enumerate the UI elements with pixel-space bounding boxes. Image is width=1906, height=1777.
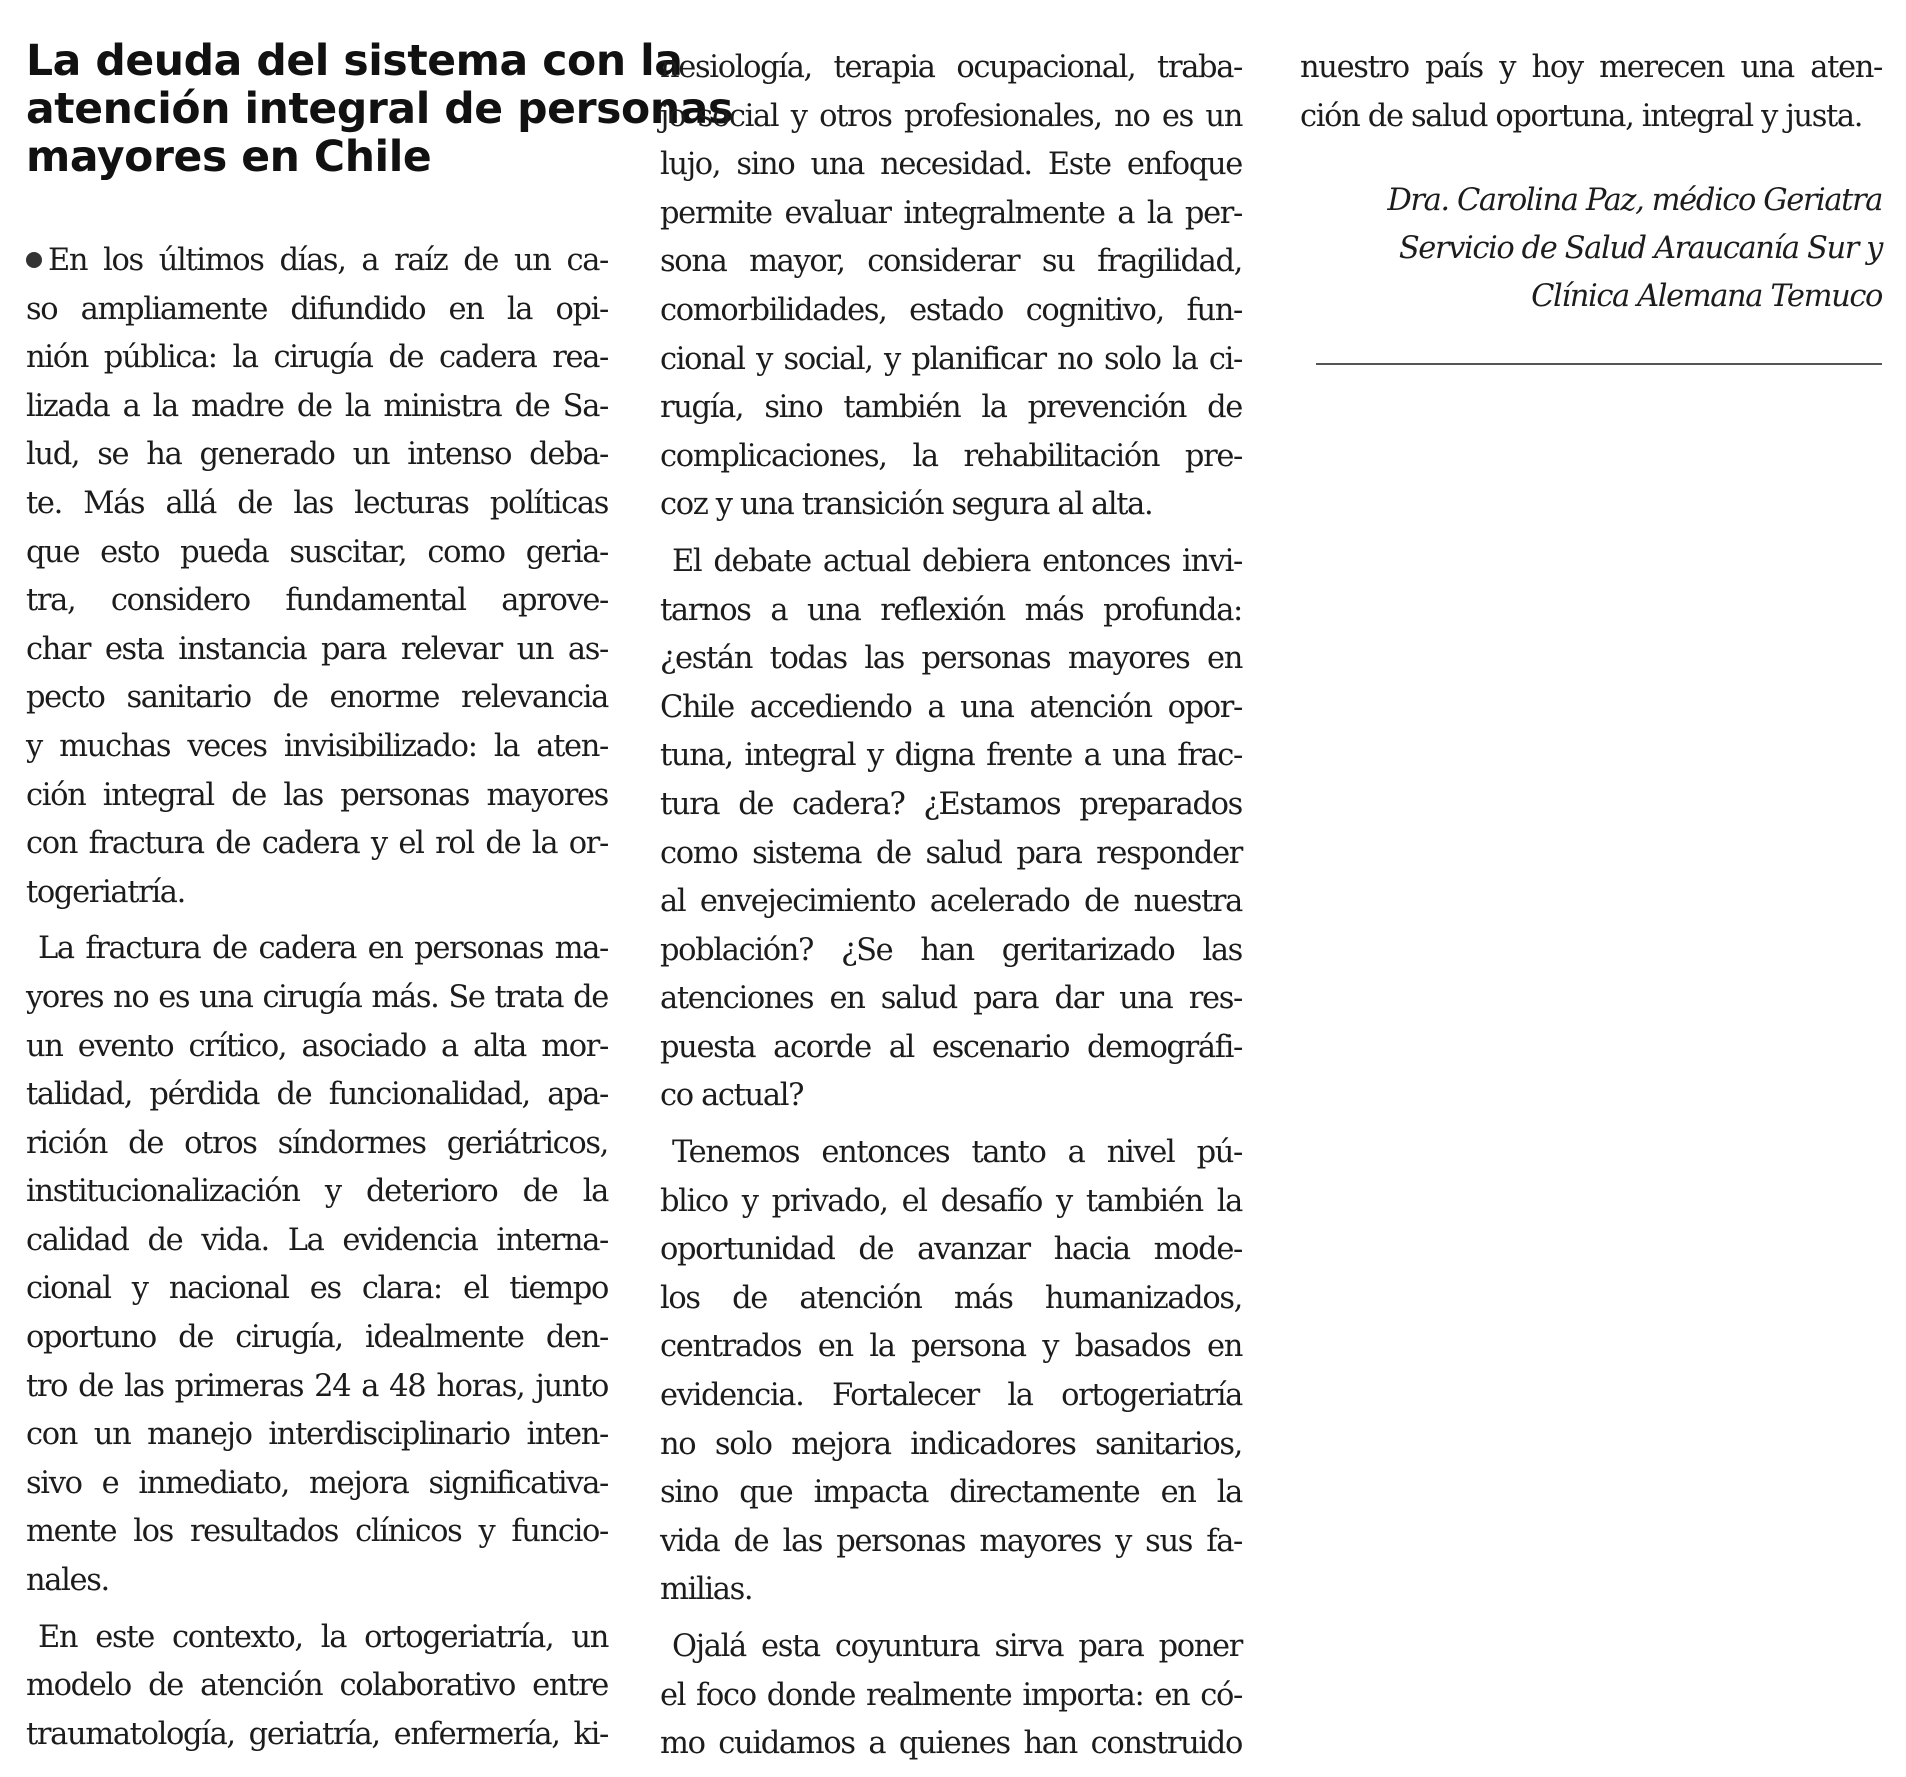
text-line: que esto pueda suscitar, como geria- [26,534,608,570]
text-line: lizada a la madre de la ministra de Sa- [26,388,608,424]
text-line: sivo e inmediato, mejora significativa- [26,1465,608,1501]
text-line: modelo de atención colaborativo entre [26,1668,608,1704]
text-line: tarnos a una reflexión más profunda: [660,592,1242,628]
text-line: nales. [26,1563,109,1599]
text-line: Chile accediendo a una atención opor- [660,689,1242,725]
divider [1316,363,1882,365]
headline-line: atención integral de personas [26,85,733,134]
author-affiliation: Clínica Alemana Temuco [1531,279,1882,315]
text-line: jo social y otros profesionales, no es un [660,98,1242,134]
author-affiliation: Servicio de Salud Araucanía Sur y [1398,231,1882,267]
text-line: puesta acorde al escenario demográfi- [660,1029,1242,1065]
text-line: milias. [660,1572,753,1608]
paragraph-2 [26,925,608,1605]
text-line [26,237,608,286]
text-line: nión pública: la cirugía de cadera rea- [26,340,608,376]
column-2 [660,44,1242,1777]
text-line: rugía, sino también la prevención de [660,390,1242,426]
text-line: los de atención más humanizados, [660,1280,1242,1316]
text-line: un evento crítico, asociado a alta mor- [26,1028,608,1064]
text-line: blico y privado, el desafío y también la [660,1183,1242,1219]
text-line: tuna, integral y digna frente a una frac- [660,738,1242,774]
text-line: so ampliamente difundido en la opi- [26,291,608,327]
paragraph-6 [660,1129,1242,1615]
text-line: talidad, pérdida de funcionalidad, apa- [26,1077,608,1113]
paragraph-3 [26,1614,608,1760]
text-line: ción integral de las personas mayores [26,777,608,813]
paragraph-7 [660,1623,1242,1769]
text-line: población? ¿Se han geritarizado las [660,932,1242,968]
text-line: La fractura de cadera en personas ma- [38,931,608,967]
author-signature [1300,177,1882,321]
text-line: y muchas veces invisibilizado: la aten- [26,728,608,764]
text-line: no solo mejora indicadores sanitarios, [660,1426,1242,1462]
text-line: lujo, sino una necesidad. Este enfoque [660,147,1242,183]
text-line: al envejecimiento acelerado de nuestra [660,884,1242,920]
text-line: togeriatría. [26,874,185,910]
text-line: tura de cadera? ¿Estamos preparados [660,786,1242,822]
text-line: permite evaluar integralmente a la per- [660,195,1242,231]
paragraph-5 [660,538,1242,1121]
headline-line: La deuda del sistema con la [26,37,683,86]
author-name: Dra. Carolina Paz, médico Geriatra [1387,183,1882,219]
text-line: atenciones en salud para dar una res- [660,981,1242,1017]
text-line-content: En los últimos días, a raíz de un ca- [48,243,608,278]
text-line: mente los resultados clínicos y funcio- [26,1514,608,1550]
text-line: el foco donde realmente importa: en có- [660,1677,1242,1713]
text-line: con un manejo interdisciplinario inten- [26,1417,608,1453]
text-line: vida de las personas mayores y sus fa- [660,1523,1242,1559]
text-line: pecto sanitario de enorme relevancia [26,680,608,716]
text-line: con fractura de cadera y el rol de la or- [26,826,608,862]
text-line: yores no es una cirugía más. Se trata de [26,979,608,1015]
text-line: coz y una transición segura al alta. [660,487,1153,523]
text-line: nesiología, terapia ocupacional, traba- [660,50,1242,85]
text-line: oportuno de cirugía, idealmente den- [26,1320,608,1356]
text-line: mo cuidamos a quienes han construido [660,1726,1242,1762]
text-line: comorbilidades, estado cognitivo, fun- [660,292,1242,328]
text-line: nuestro país y hoy merecen una aten- [1300,50,1882,85]
text-line: te. Más allá de las lecturas políticas [26,485,608,521]
text-line: cional y nacional es clara: el tiempo [26,1271,608,1307]
text-line: sona mayor, considerar su fragilidad, [660,244,1242,280]
text-line: complicaciones, la rehabilitación pre- [660,438,1242,474]
text-line: lud, se ha generado un intenso deba- [26,437,608,473]
headline-line: mayores en Chile [26,133,432,182]
paragraph-8 [1300,44,1882,141]
text-line: Ojalá esta coyuntura sirva para poner [672,1629,1242,1664]
column-3 [1300,44,1882,365]
text-line: traumatología, geriatría, enfermería, ki- [26,1716,608,1752]
text-line: Tenemos entonces tanto a nivel pú- [672,1135,1242,1171]
text-line: char esta instancia para relevar un as- [26,631,608,667]
text-line: calidad de vida. La evidencia interna- [26,1222,608,1258]
text-line: co actual? [660,1078,804,1114]
bullet-icon [26,252,42,268]
text-line: rición de otros síndormes geriátricos, [26,1125,608,1161]
text-line: tra, considero fundamental aprove- [26,583,608,619]
paragraph-1 [26,237,608,917]
text-line: oportunidad de avanzar hacia mode- [660,1232,1242,1268]
text-line: cional y social, y planificar no solo la ci- [660,341,1242,377]
text-line: centrados en la persona y basados en [660,1329,1242,1365]
text-line: ¿están todas las personas mayores en [660,641,1242,677]
text-line: evidencia. Fortalecer la ortogeriatría [660,1378,1242,1414]
text-line: El debate actual debiera entonces invi- [672,543,1242,579]
text-line: sino que impacta directamente en la [660,1475,1242,1511]
text-line: institucionalización y deterioro de la [26,1174,608,1210]
text-line: En este contexto, la ortogeriatría, un [38,1619,608,1655]
article-headline [26,37,733,182]
text-line: como sistema de salud para responder [660,835,1242,871]
text-line: ción de salud oportuna, integral y justa. [1300,98,1863,134]
paragraph-4 [660,44,1242,530]
text-line: tro de las primeras 24 a 48 horas, junto [26,1368,608,1404]
